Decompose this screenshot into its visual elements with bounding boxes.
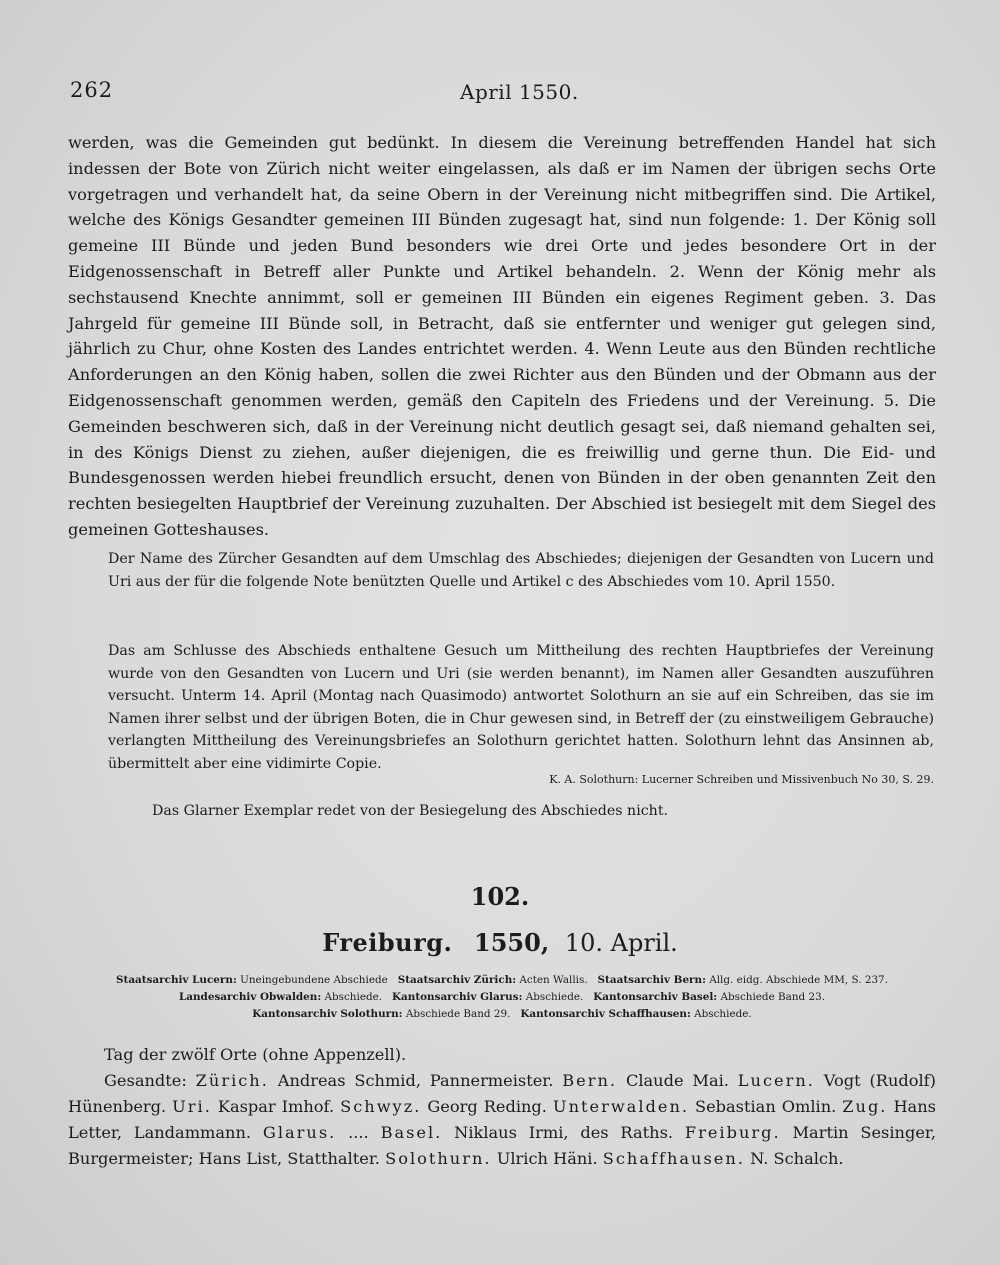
protocol-section [68,1042,936,1172]
canton-glarus: Glarus. [262,1123,337,1142]
canton-freiburg: Freiburg. [684,1123,781,1142]
envoy-basel: Niklaus Irmi, des Raths. [454,1123,674,1142]
document-title [0,928,1000,957]
archive-line-3 [68,1006,936,1023]
archive-name: Landesarchiv Obwalden: [178,991,322,1003]
canton-zurich: Zürich. [195,1071,269,1090]
page-header [70,78,930,108]
canton-solothurn: Solothurn. [385,1149,492,1168]
archive-desc: Abschiede. [694,1008,752,1020]
archive-name: Kantonsarchiv Solothurn: [252,1008,403,1020]
archive-name: Staatsarchiv Bern: [597,974,706,986]
archive-desc: Uneingebundene Abschiede [240,974,388,986]
envoys-label: Gesandte: [104,1071,187,1090]
archive-name: Staatsarchiv Lucern: [116,974,237,986]
envoy-bern: Claude Mai. [625,1071,729,1090]
footnote-1-text: Der Name des Zürcher Gesandten auf dem Umschlag des Abschiedes; diejenigen der Gesandten von Lucern und Uri aus der für die folgende Note benützten Quelle und Artikel c des Abschiedes vom 10. April 1550. [108,551,934,590]
footnote-2-source: K. A. Solothurn: Lucerner Schreiben und Missivenbuch No 30, S. 29. [549,773,934,786]
archive-line-1 [68,972,936,989]
envoy-uri: Kaspar Imhof. [217,1097,335,1116]
canton-basel: Basel. [380,1123,443,1142]
protocol-day-line: Tag der zwölf Orte (ohne Appenzell). [104,1045,407,1064]
canton-bern: Bern. [562,1071,618,1090]
document-number: 102. [470,882,530,911]
footnote-2 [108,640,934,775]
protocol-envoys [68,1068,936,1172]
archive-name: Kantonsarchiv Schaffhausen: [520,1008,691,1020]
envoy-schwyz: Georg Reding. [427,1097,547,1116]
archive-name: Staatsarchiv Zürich: [397,974,517,986]
canton-schaffhausen: Schaffhausen. [602,1149,745,1168]
canton-zug: Zug. [842,1097,888,1116]
archive-desc: Abschiede. [525,991,584,1003]
archive-desc: Abschiede Band 29. [405,1008,511,1020]
main-text-body: werden, was die Gemeinden gut bedünkt. In diesem die Vereinung betreffenden Handel hat sich indessen der Bote von Zürich nicht weiter eingelassen, als daß er im Namen der übrigen sechs Orte vorgetragen und verhandelt hat, da seine Obern in der Vereinung nicht mitbegriffen sind. Die Artikel, welche des Königs Gesandter gemeinen III Bünden zugesagt hat, sind nun folgende: 1. Der König soll gemeine III Bünde und jeden Bund besonders wie drei Orte und jedes besondere Ort in der Eidgenossenschaft in Betreff aller Punkte und Artikel behandeln. 2. Wenn der König mehr als sechstausend Knechte annimmt, soll er gemeinen III Bünden ein eigenes Regiment geben. 3. Das Jahrgeld für gemeine III Bünde soll, in Betracht, daß sie entfernter und weniger gut gelegen sind, jährlich zu Chur, ohne Kosten des Landes entrichtet werden. 4. Wenn Leute aus den Bünden rechtliche Anforderungen an den König haben, sollen die zwei Richter aus den Bünden und der Obmann aus der Eidgenossenschaft genommen werden, gemäß den Capiteln des Friedens und der Vereinung. 5. Die Gemeinden beschweren sich, daß in der Vereinung nicht deutlich gesagt sei, daß niemand gehalten sei, in des Königs Dienst zu ziehen, außer diejenigen, die es freiwillig und gerne thun. Die Eid- und Bundesgenossen werden hiebei freundlich ersucht, denen von Bünden in der oben genannten Zeit den rechten besiegelten Hauptbrief der Vereinung zuzuhalten. Der Abschied ist besiegelt mit dem Siegel des gemeinen Gotteshauses. [68,133,936,539]
archive-name: Kantonsarchiv Basel: [593,991,718,1003]
envoy-schaffhausen: N. Schalch. [750,1149,844,1168]
canton-unterwalden: Unterwalden. [552,1097,690,1116]
footnote-2-text: Das am Schlusse des Abschieds enthaltene Gesuch um Mittheilung des rechten Hauptbriefes der Vereinung wurde von den Gesandten von Lucern und Uri (sie werden benannt), im Namen aller Gesandten auszuführen versucht. Unterm 14. April (Montag nach Quasimodo) antwortet Solothurn an sie auf ein Schreiben, das sie im Namen ihrer selbst und der übrigen Boten, die in Chur gewesen sind, in Betreff der (zu einstweiligem Gebrauche) verlangten Mittheilung des Vereinungsbriefes an Solothurn gerichtet hatten. Solothurn lehnt das Ansinnen ab, übermittelt aber eine vidimirte Copie. [108,643,934,772]
archive-desc: Abschiede. [324,991,383,1003]
document-date: 10. April. [564,929,678,957]
archive-desc: Allg. eidg. Abschiede MM, S. 237. [709,974,888,986]
envoy-lucern: Vogt (Rudolf) Hünenberg. [68,1071,936,1116]
envoy-unterwalden: Sebastian Omlin. [695,1097,837,1116]
main-text-paragraph [68,130,936,543]
envoy-glarus: .... [348,1123,369,1142]
envoy-zurich: Andreas Schmid, Pannermeister. [277,1071,554,1090]
footnote-3: Das Glarner Exemplar redet von der Besiegelung des Abschiedes nicht. [152,803,669,819]
archive-desc: Acten Wallis. [519,974,588,986]
document-place: Freiburg. [322,928,453,957]
archive-sources [68,972,936,1023]
envoy-solothurn: Ulrich Häni. [496,1149,598,1168]
document-year: 1550, [474,928,550,957]
canton-schwyz: Schwyz. [340,1097,422,1116]
envoy-freiburg: Martin Sesinger, Burgermeister; Hans List, Statthalter. [68,1123,937,1168]
archive-desc: Abschiede Band 23. [720,991,826,1003]
page-number: 262 [70,78,114,102]
canton-uri: Uri. [172,1097,212,1116]
archive-name: Kantonsarchiv Glarus: [392,991,523,1003]
envoy-zug: Hans Letter, Landammann. [68,1097,936,1142]
running-head: April 1550. [460,80,579,104]
canton-lucern: Lucern. [737,1071,815,1090]
footnote-1 [108,548,934,593]
archive-line-2 [68,989,936,1006]
